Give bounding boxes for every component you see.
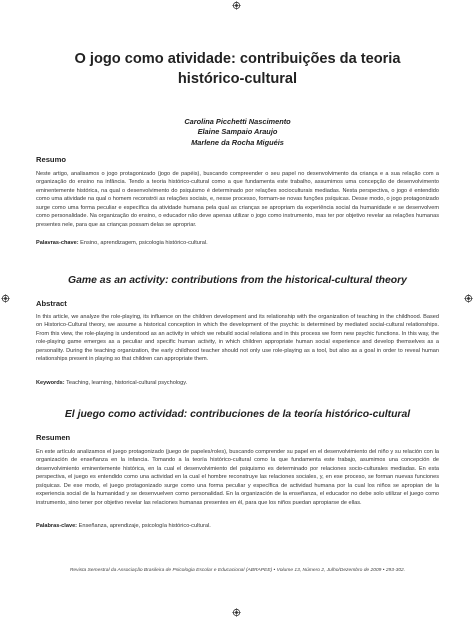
english-title: Game as an activity: contributions from the historical-cultural theory xyxy=(68,275,407,286)
keywords-text: Enseñanza, aprendizaje, psicología histórico-cultural. xyxy=(78,523,211,529)
palabras-clave xyxy=(36,522,211,530)
abstract-heading: Abstract xyxy=(36,299,67,308)
resumen-heading: Resumen xyxy=(36,433,71,442)
resumen-body: En este artículo analizamos el juego protagonizado (juego de papeles/roles), buscando comprender su papel en el desenvolvimiento del niño y su relación con la organización de enseñanza en la infancia. Tomando a la teoría histórico-cultural como la que fundamenta este trabajo, asumimos una concepción de desenvolvimiento eminentemente histórica, en la cual el desenvolvimiento del psiquismo es determinado por relaciones socio-culturales mediadas. En esta perspectiva, el juego es entendido como una actividad en la cual el hombre reconstruye las relaciones sociales, y, en ese proceso, se forman nuevas funciones psíquicas. De ese modo, el juego protagonizado surge como una forma peculiar y específica de actividad humana por la cual los niños se apropian de la experiencia social de la humanidad y se desenvuelven como personalidad. En la organización de la enseñanza, el educador no debe solo utilizar el juego como instrumento, sino tener por objetivo revelar las relaciones humanas presentes en él, para que los niños puedan apropiarse de ellas. xyxy=(36,449,439,506)
keywords-label: Palabras-clave: xyxy=(36,523,78,529)
registration-mark-right-icon xyxy=(464,294,473,303)
keywords-text: Teaching, learning, historical-cultural psychology. xyxy=(66,380,188,386)
keywords-text: Ensino, aprendizagem, psicologia histórico-cultural. xyxy=(80,240,208,246)
palavras-chave xyxy=(36,239,208,247)
spanish-title: El juego como actividad: contribuciones de la teoría histórico-cultural xyxy=(64,409,411,420)
keywords-label: Keywords: xyxy=(36,380,65,386)
registration-mark-top-icon xyxy=(232,1,241,10)
author-name: Carolina Picchetti Nascimento xyxy=(184,117,291,126)
author-name: Marlene da Rocha Miguéis xyxy=(191,137,284,147)
article-title-line-1: O jogo como atividade: contribuições da teoria xyxy=(74,51,401,67)
article-title xyxy=(36,49,439,89)
journal-footer: Revista Semestral da Associação Brasileira de Psicologia Escolar e Educacional (ABRAPEE) • Volume 13, Número 2, Julho/Dezembro de 2009 • 293-302. xyxy=(69,568,406,573)
abstract-body: In this article, we analyze the role-playing, its influence on the children development and its relationship with the organization of teaching in the childhood. Based on Historico-Cultural theory, we assume a historical conception in which the development of the psychic is determined by mediated social-cultural relationships. From this view, the role-playing is understood as an activity in which we rebuild social relations and in this process we form new psychic functions. In this way, the role-playing game emerges as a peculiar and specific human activity, in which children appropriate human social experience and develop themselves as a personality. During the teaching organization, the early childhood teacher should not only use role-playing as a tool, but also as a goal in order to reveal human relationships present in playing so that children can appropriate them. xyxy=(36,314,439,363)
author-list xyxy=(36,117,439,148)
registration-mark-left-icon xyxy=(1,294,10,303)
registration-mark-bottom-icon xyxy=(232,608,241,617)
keywords-label: Palavras-chave: xyxy=(36,240,79,246)
article-title-line-2: histórico-cultural xyxy=(177,71,298,87)
english-keywords xyxy=(36,379,187,387)
resumo-body: Neste artigo, analisamos o jogo protagonizado (jogo de papéis), buscando compreender o seu papel no desenvolvimento da criança e a sua relação com a organização do ensino na infância. Tendo a teoria histórico-cultural como a que fundamenta este trabalho, assumimos uma concepção de desenvolvimento eminentemente histórica, na qual o desenvolvimento do psiquismo é determinado por relações socioculturais mediadas. Nesta perspectiva, o jogo é entendido como uma atividade na qual o homem reconstrói as relações sociais, e, nesse processo, formam-se novas funções psíquicas. Desse modo, o jogo protagonizado surge como uma forma peculiar e específica da atividade humana pela qual as crianças se apropriam da experiência social da humanidade e se desenvolvem como personalidade. Na organização do ensino, o educador não deve apenas utilizar o jogo como instrumento, mas ter por objetivo revelar as relações humanas presentes nele, para que as crianças possam delas se apropriar. xyxy=(36,171,439,228)
author-name: Elaine Sampaio Araujo xyxy=(197,127,278,137)
resumo-heading: Resumo xyxy=(36,155,66,164)
